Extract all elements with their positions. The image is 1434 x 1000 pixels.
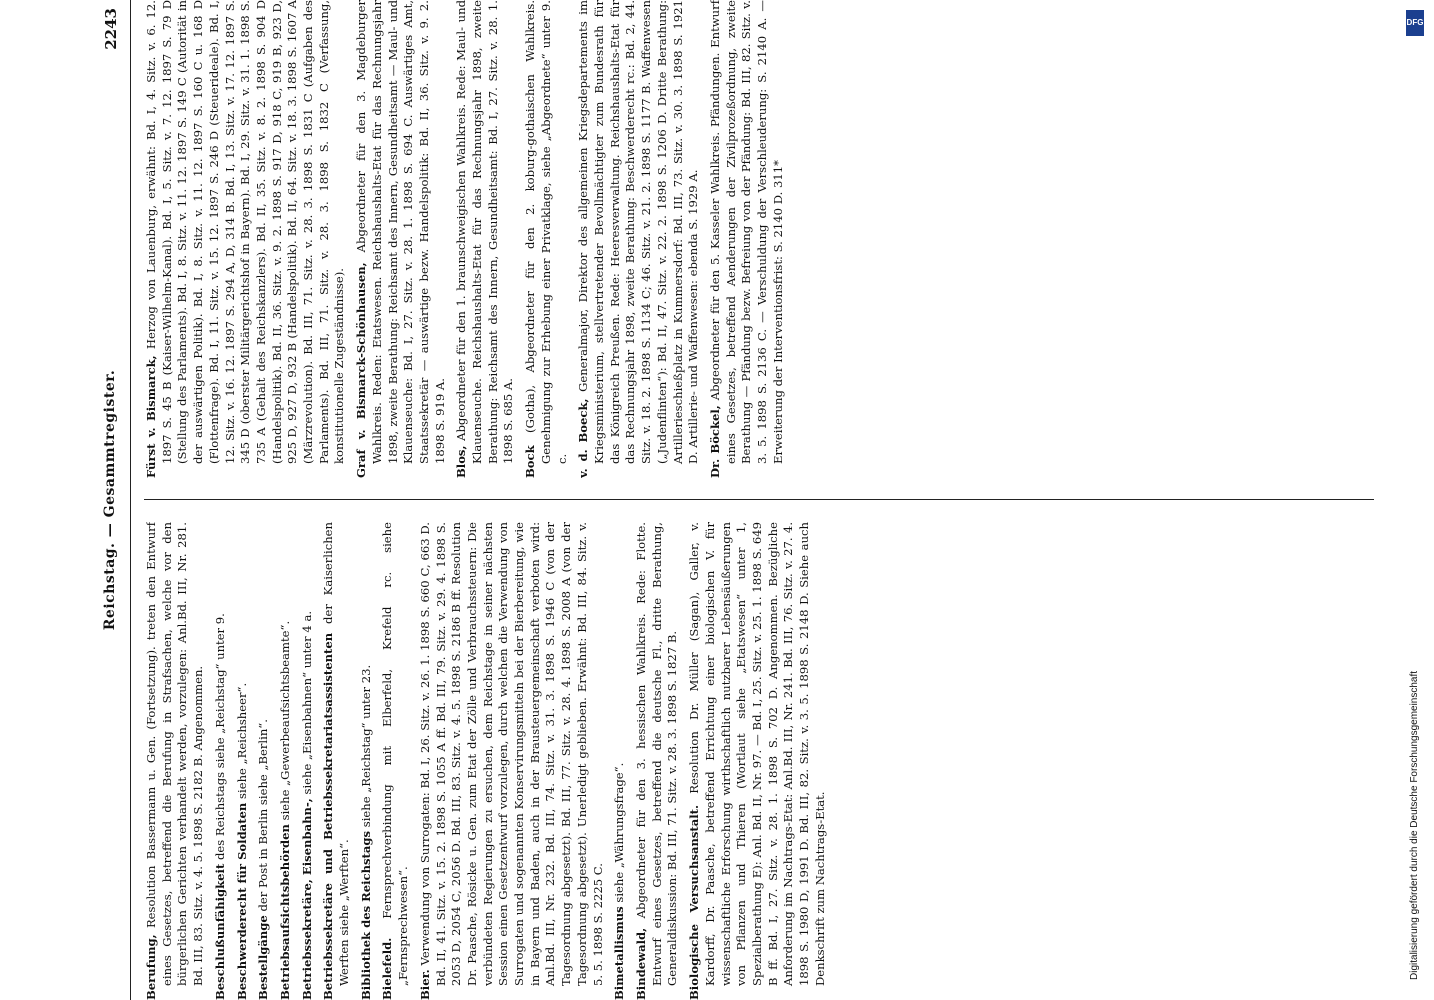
register-entry: Bestellgänge der Post in Berlin siehe „Berlin“. (256, 719, 271, 1000)
register-entry: Bielefeld. Fernsprechverbindung mit Elberfeld, Krefeld rc. siehe „Fernsprechwesen“. (380, 522, 411, 1000)
register-entry: Bibliothek des Reichstags siehe „Reichstag“ unter 23. (358, 664, 373, 1000)
register-entry: Betriebsaufsichtsbehörden siehe „Gewerbeaufsichtsbeamte“. (277, 620, 292, 1000)
right-column (144, 0, 1384, 478)
register-entry: Bock (Gotha), Abgeordneter für den 2. koburg-gothaischen Wahlkreis. Genehmigung zur Erhebung einer Privatklage, siehe „Abgeordnete“ unter 9. c. (523, 0, 569, 478)
digitization-note: Digitalisierung gefördert durch die Deutsche Forschungsgemeinschaft (1409, 670, 1420, 980)
page-header (102, 0, 128, 1000)
register-entry: Graf v. Bismarck-Schönhausen, Abgeordneter für den 3. Magdeburger Wahlkreis. Reden: Etatswesen. Reichshaushalts-Etat für das Rechnungsjahr 1898, zweite Berathung: Reichsamt des Innern, Gesundheitsamt — Maul- und Klauenseuche: Bd. I, 27. Sitz. v. 28. 1. 1898 S. 694 C. Auswärtiges Amt, Staatssekretär — auswärtige bezw. Handelspolitik: Bd. II, 36. Sitz. v. 9. 2. 1898 S. 919 A. (354, 0, 447, 478)
dfg-logo: DFG (1406, 10, 1424, 36)
register-entry: Blos, Abgeordneter für den 1. braunschweigischen Wahlkreis. Rede: Maul- und Klauenseuche. Reichshaushalts-Etat für das Rechnungsjahr 1898, zweite Berathung: Reichsamt des Innern, Gesundheitsamt: Bd. I, 27. Sitz. v. 28. 1. 1898 S. 685 A. (454, 0, 516, 478)
register-entry: Berufung, Resolution Bassermann u. Gen. (Fortsetzung). treten den Entwurf eines Gesetzes, betreffend die Berufung in Strafsachen, welche vor den bürgerlichen Gerichten verhandelt werden, vorzulegen: Anl.Bd. III, Nr. 281. Bd. III, 83. Sitz. v. 4. 5. 1898 S. 2182 B. Angenommen. (144, 522, 206, 1000)
left-column (144, 522, 1384, 1000)
digitization-sidebar (1402, 10, 1428, 990)
register-entry: Dr. Böckel, Abgeordneter für den 5. Kasseler Wahlkreis. Pfändungen. Entwurf eines Gesetzes, betreffend Aenderungen der Zivilprozeßordnung, zweite Berathung — Pfändung bezw. Befreiung von der Pfändung: Bd. III, 82. Sitz. v. 3. 5. 1898 S. 2136 C. — Verschuldung der Verschleuderung: S. 2140 A. — Erweiterung der Interventionsfrist: S. 2140 D. 311* (707, 0, 785, 478)
rotated-page (60, 0, 1400, 1000)
register-entry: Bindewald, Abgeordneter für den 3. hessischen Wahlkreis. Rede: Flotte. Entwurf eines Gesetzes, betreffend die deutsche Fl., dritte Berathung, Generaldiskussion: Bd. III, 71. Sitz. v. 28. 3. 1898 S. 1827 B. (633, 522, 680, 1000)
register-entry: Biologische Versuchsanstalt. Resolution Dr. Müller (Sagan), Galler, v. Kardorff, Dr. Paasche, betreffend Errichtung einer biologischen V. für wissenschaftliche Erforschung wirthschaftlich nutzbarer Lebensäußerungen von Pflanzen und Thieren (Wortlaut siehe „Etatswesen“ unter 1, Spezialberathung E): Anl. Bd. II, Nr. 97. — Bd. I, 25. Sitz. v. 25. 1. 1898 S. 649 B ff. Bd. I, 27. Sitz. v. 28. 1. 1898 S. 702 D. Angenommen. Bezügliche Anforderung im Nachtrags-Etat: Anl.Bd. III, Nr. 241. Bd. III, 76. Sitz. v. 27. 4. 1898 S. 1980 D, 1991 D. Bd. III, 82. Sitz. v. 3. 5. 1898 S. 2148 D. Siehe auch Denkschrift zum Nachtrags-Etat. (687, 522, 827, 1000)
register-entry: Fürst v. Bismarck, Herzog von Lauenburg, erwähnt: Bd. I, 4. Sitz. v. 6. 12. 1897 S. 45 B (Kaiser-Wilhelm-Kanal). Bd. I, 5. Sitz. v. 7. 12. 1897 S. 79 D (Stellung des Parlaments). Bd. I, 8. Sitz. v. 11. 12. 1897 S. 149 C (Autorität in der auswärtigen Politik). Bd. I, 8. Sitz. v. 11. 12. 1897 S. 160 C u. 168 D (Flottenfrage). Bd. I, 11. Sitz. v. 15. 12. 1897 S. 246 D (Steuerideale). Bd. I, 12. Sitz. v. 16. 12. 1897 S. 294 A, D, 314 B. Bd. I, 13. Sitz. v. 17. 12. 1897 S. 345 D (oberster Militärgerichtshof in Bayern). Bd. I, 29. Sitz. v. 31. 1. 1898 S. 735 A (Gehalt des Reichskanzlers). Bd. II, 35. Sitz. v. 8. 2. 1898 S. 904 D (Handelspolitik). Bd. II, 36. Sitz. v. 9. 2. 1898 S. 917 D, 918 C, 919 B, 923 D, 925 D, 927 D, 932 B (Handelspolitik). Bd. II, 64. Sitz. v. 18. 3. 1898 S. 1607 A (Märzrevolution). Bd. III, 71. Sitz. v. 28. 3. 1898 S. 1831 C (Aufgaben des Parlaments). Bd. III, 71. Sitz. v. 28. 3. 1898 S. 1832 C (Verfassung, konstitutionelle Zugeständnisse). (144, 0, 347, 478)
register-entry: Betriebssekretäre, Eisenbahn-, siehe „Eisenbahnen“ unter 4 a. (299, 610, 314, 1000)
register-entry: Beschlußunfähigkeit des Reichstags siehe „Reichstag“ unter 9. (212, 613, 227, 1000)
header-rule (130, 0, 131, 1000)
register-entry: v. d. Boeck, Generalmajor, Direktor des allgemeinen Kriegsdepartements im Kriegsministerium, stellvertretender Bevollmächtigter zum Bundesrath für das Königreich Preußen. Rede: Heeresverwaltung. Reichshaushalts-Etat für das Rechnungsjahr 1898, zweite Berathung: Beschwerderecht rc.: Bd. 2, 44. Sitz. v. 18. 2. 1898 S. 1134 C; 46. Sitz. v. 21. 2. 1898 S. 1177 B. Waffenwesen („Judenflinten“): Bd. II, 47. Sitz. v. 22. 2. 1898 S. 1206 D. Dritte Berathung: Artillerieschießplatz in Kummersdorf: Bd. III, 73. Sitz. v. 30. 3. 1898 S. 1921 D. Artillerie- und Waffenwesen: ebenda S. 1929 A. (576, 0, 701, 478)
column-divider (144, 499, 1374, 500)
register-entry: Bier. Verwendung von Surrogaten: Bd. I, 26. Sitz. v. 26. 1. 1898 S. 660 C, 663 D. Bd. II, 41. Sitz. v. 15. 2. 1898 S. 1055 A ff. Bd. III, 79. Sitz. v. 29. 4. 1898 S. 2053 D, 2054 C, 2056 D. Bd. III, 83. Sitz. v. 4. 5. 1898 S. 2186 B ff. Resolution Dr. Paasche, Rösicke u. Gen. zum Etat der Zölle und Verbrauchssteuern: Die verbündeten Regierungen zu ersuchen, dem Reichstage in seiner nächsten Session einen Gesetzentwurf vorzulegen, durch welchen die Verwendung von Surrogaten und sogenannten Konservirungsmitteln bei der Bierbereitung, wie in Bayern und Baden, auch in der Brausteuergemeinschaft verboten wird: Anl.Bd. III, Nr. 232. Bd. III, 74. Sitz. v. 31. 3. 1898 S. 1946 C (von der Tagesordnung abgesetzt). Bd. III, 77. Sitz. v. 28. 4. 1898 S. 2008 A (von der Tagesordnung abgesetzt). Unerledigt geblieben. Erwähnt: Bd. III, 84. Sitz. v. 5. 5. 1898 S. 2225 C. (417, 522, 605, 1000)
register-entry: Betriebssekretäre und Betriebssekretariatsassistenten der Kaiserlichen Werften siehe „Werften“. (321, 522, 352, 1000)
running-head: Reichstag. — Gesammtregister. (102, 369, 118, 631)
register-entry: Beschwerderecht für Soldaten siehe „Reichsheer“. (234, 682, 249, 1000)
page-number: 2243 (102, 8, 120, 50)
register-entry: Bimetallismus siehe „Währungsfrage“. (612, 762, 627, 1000)
